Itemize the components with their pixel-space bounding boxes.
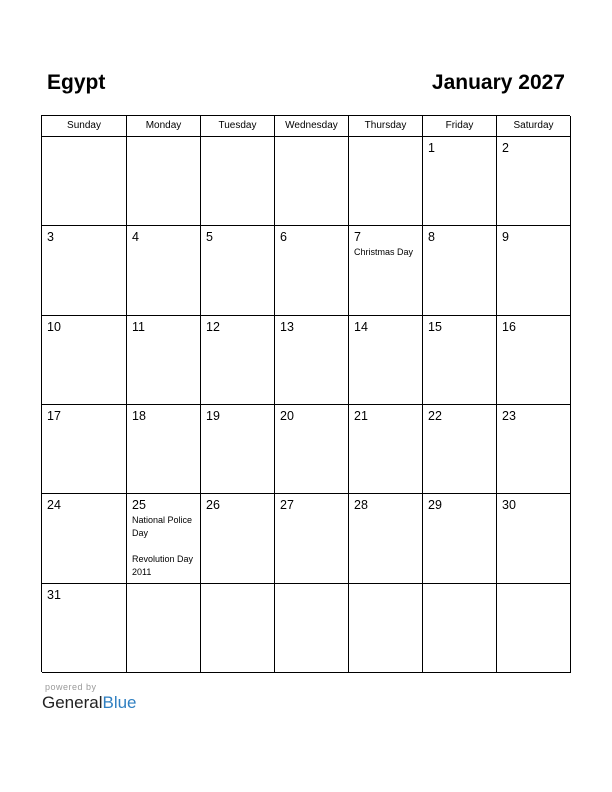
weekday-header-thursday: Thursday — [349, 116, 423, 137]
day-number: 4 — [132, 230, 139, 245]
day-number: 26 — [206, 498, 220, 513]
day-cell — [275, 226, 349, 315]
day-number: 15 — [428, 319, 442, 334]
day-cell — [349, 316, 423, 405]
day-cell — [349, 405, 423, 494]
day-cell — [127, 584, 201, 673]
generalblue-logo[interactable] — [42, 693, 137, 713]
day-number: 30 — [502, 498, 516, 513]
day-cell — [42, 405, 127, 494]
day-cell — [127, 494, 201, 583]
day-cell — [349, 584, 423, 673]
country-title: Egypt — [47, 71, 106, 94]
day-number: 25 — [132, 498, 146, 513]
day-cell — [349, 137, 423, 226]
day-cell — [423, 316, 497, 405]
holiday-list — [354, 246, 420, 259]
day-cell — [42, 137, 127, 226]
day-cell — [275, 405, 349, 494]
weekday-header-friday: Friday — [423, 116, 497, 137]
day-cell — [423, 226, 497, 315]
day-number: 23 — [502, 408, 516, 423]
day-number: 29 — [428, 498, 442, 513]
day-number: 27 — [280, 498, 294, 513]
day-cell — [42, 494, 127, 583]
day-cell — [275, 137, 349, 226]
day-cell — [349, 494, 423, 583]
calendar-grid — [41, 115, 570, 672]
day-number: 11 — [132, 319, 145, 334]
day-cell — [201, 137, 275, 226]
day-cell — [497, 494, 571, 583]
day-cell — [497, 226, 571, 315]
day-number: 17 — [47, 408, 61, 423]
holiday-label: National Police Day — [132, 515, 193, 539]
day-cell — [275, 584, 349, 673]
day-cell — [201, 584, 275, 673]
day-cell — [423, 584, 497, 673]
day-cell — [275, 494, 349, 583]
day-cell — [201, 494, 275, 583]
day-number: 10 — [47, 319, 61, 334]
weekday-header-sunday: Sunday — [42, 116, 127, 137]
day-number: 8 — [428, 230, 435, 245]
day-cell — [275, 316, 349, 405]
brand-blue: Blue — [102, 693, 137, 712]
day-number: 13 — [280, 319, 294, 334]
day-cell — [201, 405, 275, 494]
day-number: 1 — [428, 141, 435, 155]
powered-by-label: powered by — [45, 682, 97, 692]
day-number: 5 — [206, 230, 213, 245]
day-cell — [42, 584, 127, 673]
day-number: 24 — [47, 498, 61, 513]
day-number: 20 — [280, 408, 294, 423]
day-cell — [201, 226, 275, 315]
day-cell — [497, 584, 571, 673]
day-cell — [42, 316, 127, 405]
day-cell — [423, 405, 497, 494]
holiday-label: Christmas Day — [354, 247, 414, 258]
day-number: 2 — [502, 141, 509, 155]
day-cell — [127, 137, 201, 226]
day-cell — [127, 405, 201, 494]
holiday-label: Revolution Day 2011 — [132, 554, 194, 578]
day-number: 3 — [47, 230, 54, 245]
day-cell — [201, 316, 275, 405]
month-year-title: January 2027 — [431, 71, 565, 94]
weekday-header-saturday: Saturday — [497, 116, 571, 137]
weekday-header-tuesday: Tuesday — [201, 116, 275, 137]
day-number: 19 — [206, 408, 220, 423]
day-cell — [497, 405, 571, 494]
day-cell — [127, 316, 201, 405]
holiday-list — [132, 514, 198, 579]
day-number: 18 — [132, 408, 146, 423]
day-number: 12 — [206, 319, 220, 334]
day-number: 14 — [354, 319, 368, 334]
day-cell — [42, 226, 127, 315]
day-number: 22 — [428, 408, 442, 423]
day-number: 16 — [502, 319, 516, 334]
weekday-header-monday: Monday — [127, 116, 201, 137]
day-number: 21 — [354, 408, 368, 423]
day-number: 6 — [280, 230, 287, 245]
day-cell — [127, 226, 201, 315]
weekday-header-wednesday: Wednesday — [275, 116, 349, 137]
day-cell — [423, 137, 497, 226]
day-number: 9 — [502, 230, 509, 245]
day-cell — [423, 494, 497, 583]
brand-general: General — [42, 693, 103, 712]
day-number: 31 — [47, 587, 61, 602]
day-cell — [497, 137, 571, 226]
day-cell — [497, 316, 571, 405]
day-number: 7 — [354, 230, 361, 245]
day-cell — [349, 226, 423, 315]
day-number: 28 — [354, 498, 368, 513]
